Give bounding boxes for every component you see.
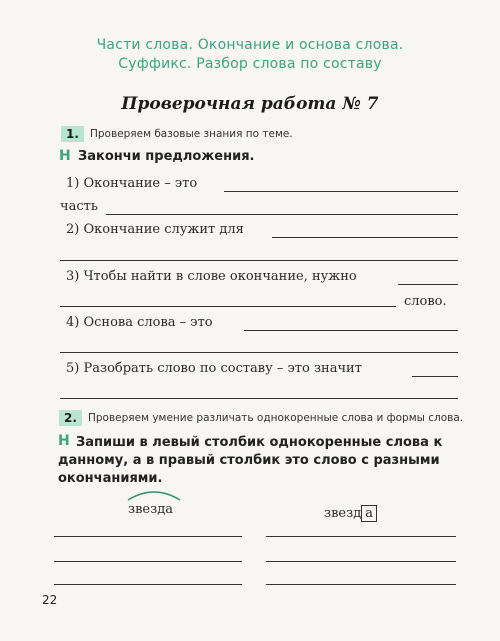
item2-answer-line[interactable]	[272, 237, 458, 238]
task1-instruction: Закончи предложения.	[78, 149, 255, 164]
right-column-word	[324, 506, 377, 521]
item5-answer-line-2[interactable]	[60, 398, 458, 399]
right-column-line-1[interactable]	[266, 536, 456, 537]
ending-box: а	[361, 505, 377, 522]
item1-continuation: часть	[60, 199, 98, 214]
item2-answer-line-2[interactable]	[60, 260, 458, 261]
item4-answer-line-2[interactable]	[60, 352, 458, 353]
left-column-word: звезда	[128, 502, 173, 517]
root-arc-mark	[122, 486, 188, 502]
item4-label: 4) Основа слова – это	[66, 315, 213, 330]
item1-answer-line[interactable]	[224, 191, 458, 192]
task1-description: Проверяем базовые знания по теме.	[90, 128, 293, 140]
right-column-line-2[interactable]	[266, 561, 456, 562]
item3-label: 3) Чтобы найти в слове окончание, нужно	[66, 269, 357, 284]
item4-answer-line[interactable]	[244, 330, 458, 331]
task2-instruction-line2: данному, а в правый столбик это слово с разными	[58, 453, 440, 468]
work-title: Проверочная работа № 7	[121, 94, 379, 114]
task2-description: Проверяем умение различать однокоренные слова и формы слова.	[88, 412, 464, 424]
task2-instruction-line3: окончаниями.	[58, 471, 163, 486]
task1-number: 1.	[61, 126, 84, 142]
left-column-line-1[interactable]	[54, 536, 242, 537]
task2-number: 2.	[59, 410, 82, 426]
item1-answer-line-2[interactable]	[106, 214, 458, 215]
item3-answer-line-2[interactable]	[60, 306, 396, 307]
task2-marker: Н	[58, 433, 70, 449]
section-title-line1: Части слова. Окончание и основа слова.	[96, 37, 404, 53]
item1-label: 1) Окончание – это	[66, 176, 198, 191]
page-number: 22	[42, 593, 58, 607]
task1-marker: Н	[59, 148, 71, 164]
section-title-line2: Суффикс. Разбор слова по составу	[118, 56, 382, 72]
item5-label: 5) Разобрать слово по составу – это значит	[66, 361, 362, 376]
item2-label: 2) Окончание служит для	[66, 222, 244, 237]
item5-answer-line[interactable]	[412, 376, 458, 377]
item3-end-word: слово.	[404, 294, 447, 309]
item3-answer-line[interactable]	[398, 284, 458, 285]
right-column-line-3[interactable]	[266, 584, 456, 585]
right-word-stem: звезд	[324, 506, 362, 521]
left-column-line-3[interactable]	[54, 584, 242, 585]
task2-instruction-line1: Запиши в левый столбик однокоренные слова к	[76, 435, 443, 450]
left-column-line-2[interactable]	[54, 561, 242, 562]
